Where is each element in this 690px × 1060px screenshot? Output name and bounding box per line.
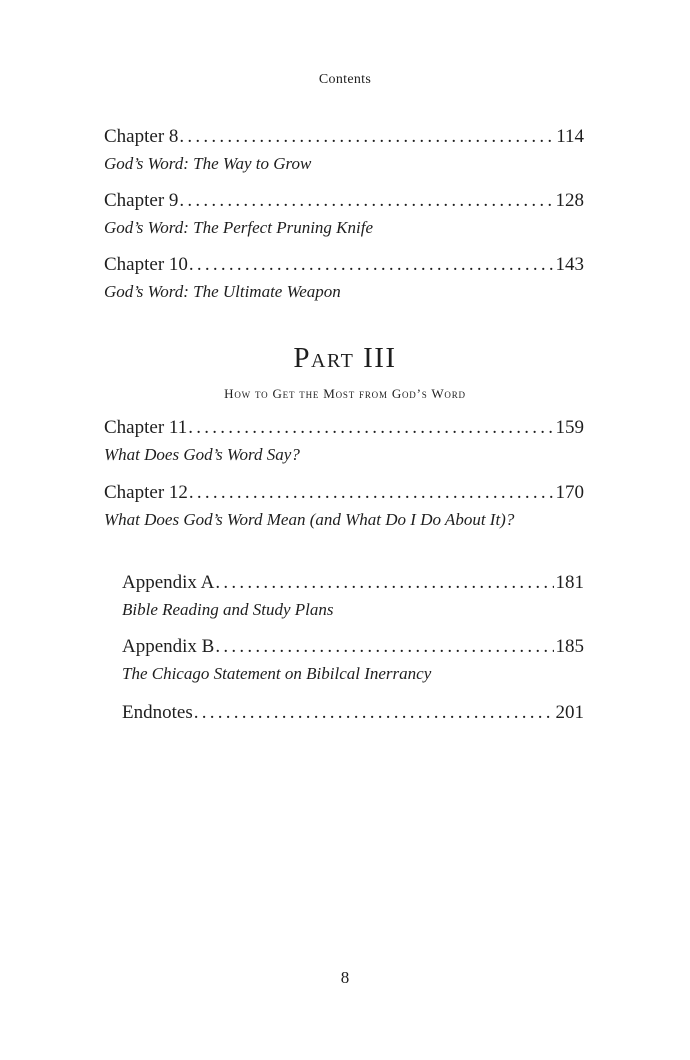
toc-entry-label: Appendix B: [122, 636, 215, 657]
toc-entry-label: Chapter 10: [104, 254, 188, 275]
toc-entry-page: 114: [556, 126, 584, 147]
toc-entry-appendix-b[interactable]: [122, 636, 584, 684]
toc-entry-chapter-9[interactable]: [104, 190, 584, 238]
toc-entry-page: 170: [555, 482, 584, 503]
toc-entry-subtitle: What Does God’s Word Mean (and What Do I Do About It)?: [104, 510, 515, 529]
toc-entry-page: 128: [555, 190, 584, 211]
toc-entry-page: 143: [555, 254, 584, 275]
toc-entry-chapter-10[interactable]: [104, 254, 584, 302]
toc-entry-label: Chapter 8: [104, 126, 179, 147]
part-subtitle: How to Get the Most from God’s Word: [224, 386, 466, 401]
page-number: 8: [340, 968, 350, 987]
dot-leader: [179, 190, 553, 212]
toc-entry-label: Chapter 12: [104, 482, 188, 503]
toc-entry-page: 159: [555, 417, 584, 438]
toc-entry-chapter-11[interactable]: [104, 417, 584, 465]
toc-entry-label: Endnotes: [122, 702, 193, 723]
toc-entry-label: Chapter 9: [104, 190, 179, 211]
toc-entry-chapter-12[interactable]: [104, 482, 584, 530]
running-header: Contents: [318, 72, 372, 87]
toc-entry-label: Appendix A: [122, 572, 215, 593]
toc-entry-label: Chapter 11: [104, 417, 188, 438]
dot-leader: [189, 254, 554, 276]
toc-entry-appendix-a[interactable]: [122, 572, 584, 620]
toc-entry-chapter-8[interactable]: [104, 126, 584, 174]
toc-entry-endnotes[interactable]: [122, 702, 584, 724]
dot-leader: [189, 482, 554, 504]
toc-entry-page: 201: [555, 702, 584, 723]
toc-entry-subtitle: What Does God’s Word Say?: [104, 445, 300, 464]
toc-entry-subtitle: God’s Word: The Way to Grow: [104, 154, 312, 173]
dot-leader: [188, 417, 553, 439]
toc-entry-subtitle: Bible Reading and Study Plans: [122, 600, 334, 619]
toc-entry-page: 185: [555, 636, 584, 657]
part-title: Part III: [293, 342, 397, 374]
toc-entry-subtitle: The Chicago Statement on Bibilcal Inerrancy: [122, 664, 432, 683]
dot-leader: [194, 702, 554, 724]
toc-entry-page: 181: [555, 572, 584, 593]
dot-leader: [215, 572, 553, 594]
toc-entry-subtitle: God’s Word: The Ultimate Weapon: [104, 282, 341, 301]
toc-entry-subtitle: God’s Word: The Perfect Pruning Knife: [104, 218, 373, 237]
dot-leader: [215, 636, 553, 658]
dot-leader: [179, 126, 554, 148]
